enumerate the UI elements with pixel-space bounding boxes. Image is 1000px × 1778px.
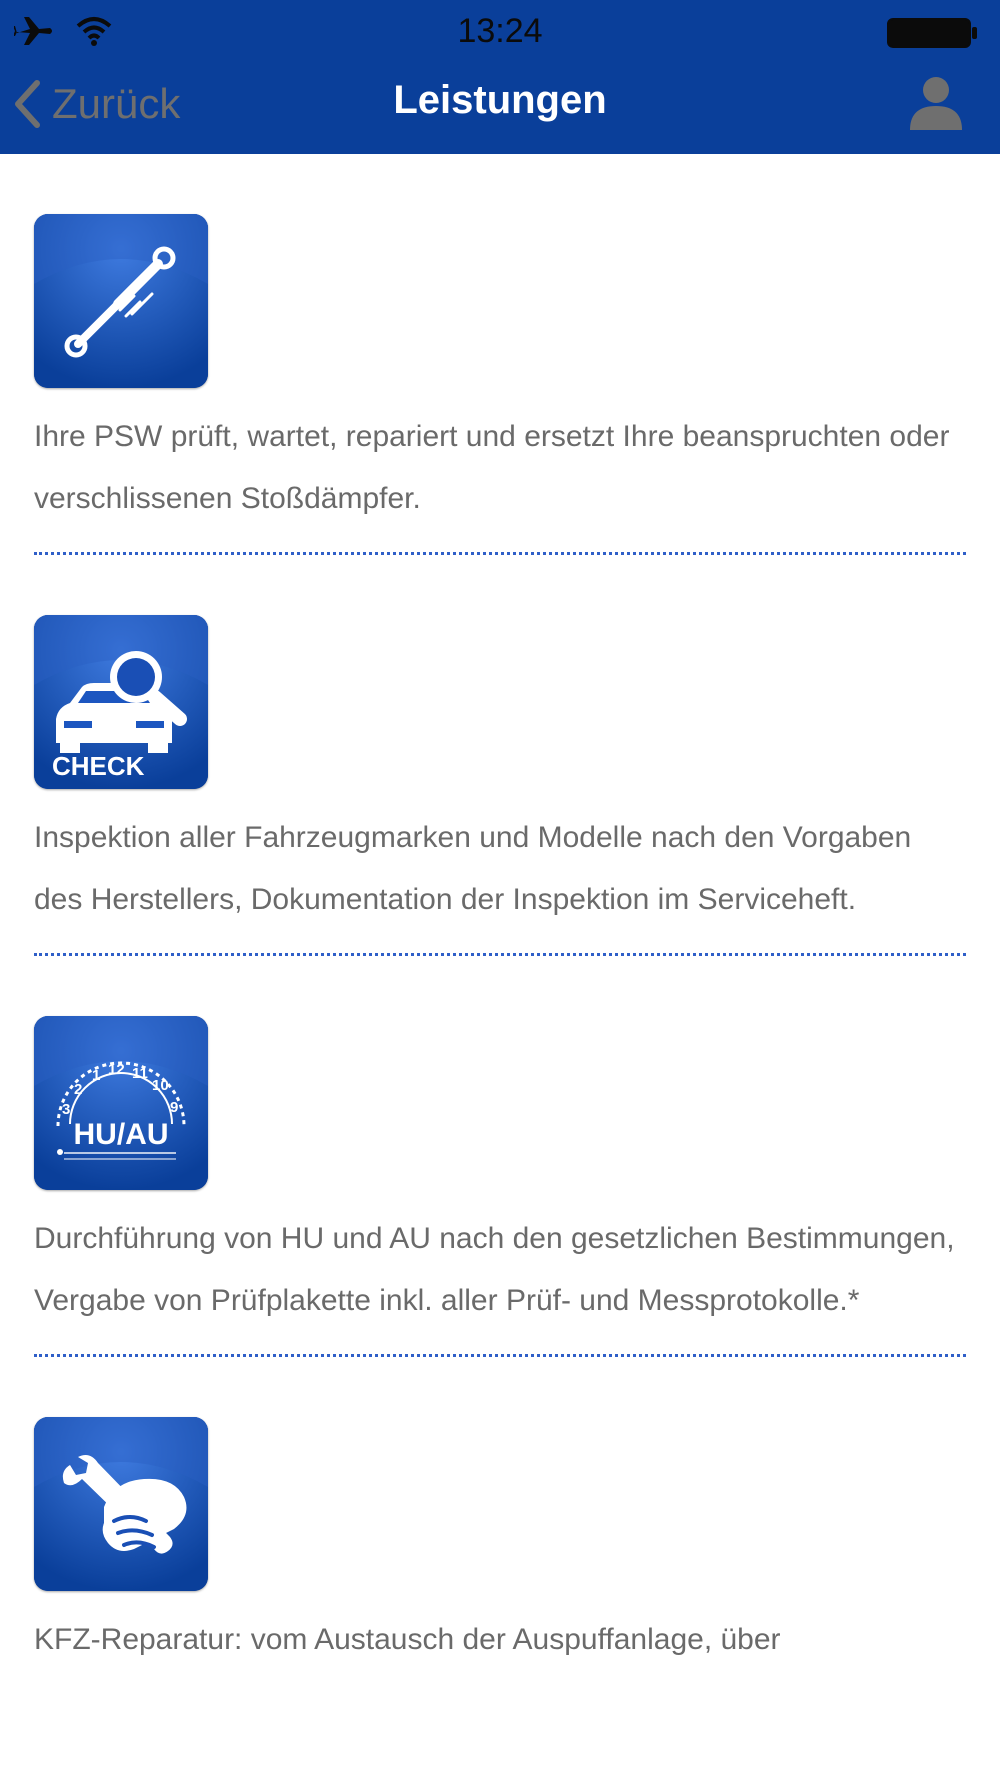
- service-description: Inspektion aller Fahrzeugmarken und Modelle nach den Vorgaben des Herstellers, Dokumentation der Inspektion im Serviceheft.: [34, 821, 912, 916]
- hu-number: 12: [108, 1061, 125, 1078]
- person-icon[interactable]: [904, 70, 968, 134]
- battery-icon: [886, 16, 978, 50]
- top-bar: [0, 0, 1000, 154]
- hu-au-badge-icon: [34, 1016, 208, 1190]
- car-check-label: CHECK: [52, 751, 145, 781]
- page-title: Leistungen: [393, 78, 607, 122]
- list-item: [0, 956, 1000, 1357]
- service-description: KFZ-Reparatur: vom Austausch der Auspuffanlage, über: [34, 1623, 781, 1656]
- hu-number: 9: [170, 1099, 179, 1116]
- services-list: [0, 154, 1000, 1778]
- status-bar: [0, 0, 1000, 64]
- hu-number: 2: [74, 1081, 83, 1098]
- car-check-tile: [34, 615, 208, 789]
- nav-bar: [0, 64, 1000, 154]
- hu-number: 1: [92, 1067, 101, 1084]
- shock-absorber-tile: [34, 214, 208, 388]
- shock-absorber-icon: [34, 214, 208, 388]
- list-item: [0, 154, 1000, 555]
- hu-au-label: HU/AU: [73, 1118, 169, 1151]
- service-description: Ihre PSW prüft, wartet, repariert und ersetzt Ihre beanspruchten oder verschlissenen Stoßdämpfer.: [34, 420, 950, 515]
- hu-number: 3: [62, 1101, 71, 1118]
- list-item: [0, 555, 1000, 956]
- hu-au-tile: [34, 1016, 208, 1190]
- repair-hand-wrench-icon: [34, 1417, 208, 1591]
- hu-number: 10: [152, 1077, 169, 1094]
- back-label: Zurück: [52, 80, 181, 127]
- repair-tile: [34, 1417, 208, 1591]
- hu-number: 11: [132, 1065, 148, 1082]
- status-time: 13:24: [457, 12, 543, 50]
- list-item: [0, 1357, 1000, 1671]
- service-description: Durchführung von HU und AU nach den gesetzlichen Bestimmungen, Vergabe von Prüfplakette inkl. aller Prüf- und Messprotokolle.*: [34, 1222, 955, 1317]
